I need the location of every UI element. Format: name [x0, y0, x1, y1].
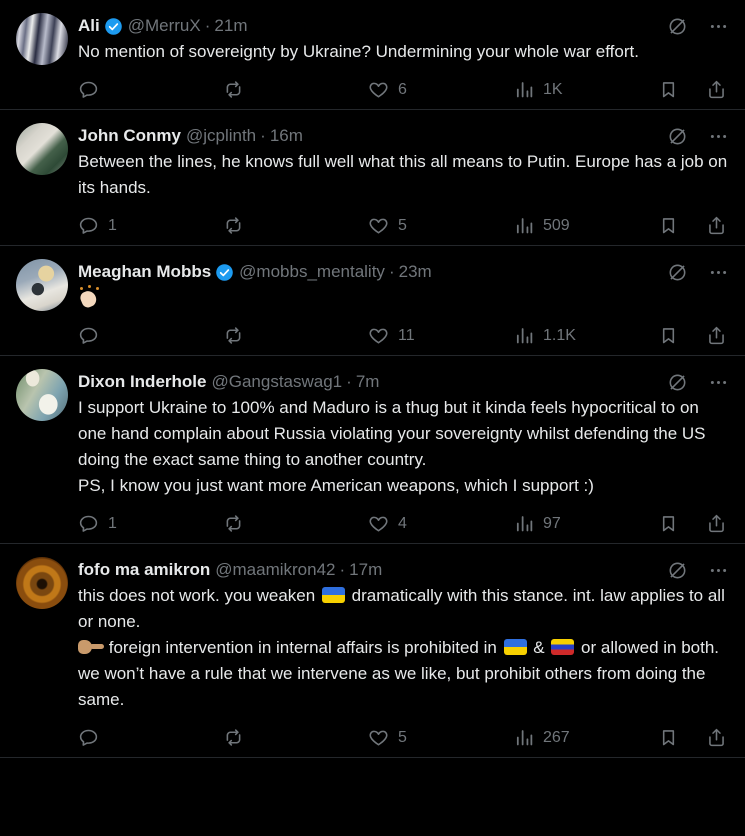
- tweet-text: this does not work. you weaken dramatically with this stance. int. law applies to all or none. foreign intervention in internal affairs is prohibited in & or allowed in both. we won’t have a rule that we intervene as we like, but prohibit others from doing the same.: [78, 586, 725, 709]
- more-menu-icon[interactable]: [708, 262, 729, 283]
- grok-icon[interactable]: [667, 560, 688, 581]
- bookmark-icon: [658, 215, 679, 236]
- tweet-actions: [78, 727, 729, 748]
- tweet-header: [78, 369, 729, 395]
- views-button[interactable]: [513, 727, 658, 748]
- tweet-actions: [78, 79, 729, 100]
- tweet-time[interactable]: 7m: [355, 372, 380, 391]
- reply-button[interactable]: [78, 727, 223, 748]
- share-button[interactable]: [706, 325, 727, 346]
- avatar[interactable]: [16, 369, 68, 421]
- bookmark-button[interactable]: [658, 325, 679, 346]
- avatar-column: [16, 369, 68, 534]
- like-count: 5: [398, 728, 407, 746]
- avatar[interactable]: [16, 13, 68, 65]
- like-icon: [368, 513, 389, 534]
- bookmark-icon: [658, 325, 679, 346]
- avatar-column: [16, 123, 68, 236]
- separator-dot: ·: [339, 560, 346, 579]
- reply-icon: [78, 215, 99, 236]
- actions-right-group: [658, 727, 727, 748]
- like-count: 4: [398, 514, 407, 532]
- bookmark-button[interactable]: [658, 513, 679, 534]
- like-button[interactable]: [368, 79, 513, 100]
- view-count: 267: [543, 728, 570, 746]
- verified-badge-icon: [104, 17, 123, 36]
- tweet-text: I support Ukraine to 100% and Maduro is a thug but it kinda feels hypocritical to on one hand complain about Russia violating your sovereignty whilst defending the US doing the exact same thing to another country. PS, I know you just want more American weapons, which I support :): [78, 398, 706, 495]
- reply-button[interactable]: [78, 513, 223, 534]
- share-icon: [706, 215, 727, 236]
- avatar-column: [16, 557, 68, 748]
- more-menu-icon[interactable]: [708, 560, 729, 581]
- tweet-header: [78, 123, 729, 149]
- repost-icon: [223, 79, 244, 100]
- tweet-content: [78, 123, 729, 236]
- avatar-column: [16, 259, 68, 346]
- view-count: 97: [543, 514, 561, 532]
- tweet-time[interactable]: 17m: [349, 560, 383, 579]
- views-button[interactable]: [513, 79, 658, 100]
- tweet-actions: [78, 513, 729, 534]
- like-icon: [368, 79, 389, 100]
- tweet[interactable]: [0, 356, 745, 544]
- author-name[interactable]: fofo ma amikron: [78, 560, 211, 579]
- grok-icon[interactable]: [667, 372, 688, 393]
- venezuela-flag-emoji: [551, 639, 574, 655]
- like-button[interactable]: [368, 215, 513, 236]
- tweet-content: [78, 369, 729, 534]
- avatar-column: [16, 13, 68, 100]
- separator-dot: ·: [260, 126, 266, 145]
- clapping-hands-emoji: [78, 285, 101, 308]
- author-handle[interactable]: @Gangstaswag1: [211, 372, 343, 391]
- author-handle[interactable]: @maamikron42: [215, 560, 336, 579]
- tweet-actions: [78, 325, 729, 346]
- view-count: 509: [543, 216, 570, 234]
- reply-icon: [78, 513, 99, 534]
- tweet-text: [78, 285, 729, 311]
- view-count: 1.1K: [543, 326, 576, 344]
- author-name[interactable]: Meaghan Mobbs: [78, 262, 212, 281]
- repost-icon: [223, 727, 244, 748]
- pointing-right-emoji: [78, 638, 104, 655]
- reply-button[interactable]: [78, 215, 223, 236]
- actions-right-group: [658, 79, 727, 100]
- verified-badge-icon: [215, 263, 234, 282]
- ukraine-flag-emoji: [322, 587, 345, 603]
- like-icon: [368, 215, 389, 236]
- separator-dot: ·: [346, 372, 352, 391]
- author-name[interactable]: Ali: [78, 16, 100, 35]
- avatar[interactable]: [16, 123, 68, 175]
- more-menu-icon[interactable]: [708, 16, 729, 37]
- views-icon: [513, 513, 534, 534]
- author-name[interactable]: John Conmy: [78, 126, 181, 145]
- like-count: 5: [398, 216, 407, 234]
- reply-icon: [78, 325, 99, 346]
- more-menu-icon[interactable]: [708, 126, 729, 147]
- reply-button[interactable]: [78, 79, 223, 100]
- repost-button[interactable]: [223, 513, 368, 534]
- bookmark-icon: [658, 727, 679, 748]
- bookmark-icon: [658, 79, 679, 100]
- like-icon: [368, 727, 389, 748]
- like-count: 11: [398, 326, 415, 344]
- tweet-time[interactable]: 21m: [214, 16, 248, 35]
- repost-icon: [223, 215, 244, 236]
- views-button[interactable]: [513, 513, 658, 534]
- views-icon: [513, 215, 534, 236]
- share-button[interactable]: [706, 215, 727, 236]
- like-button[interactable]: [368, 325, 513, 346]
- share-icon: [706, 727, 727, 748]
- author-handle[interactable]: @jcplinth: [185, 126, 257, 145]
- share-button[interactable]: [706, 513, 727, 534]
- tweet[interactable]: [0, 110, 745, 246]
- bookmark-button[interactable]: [658, 727, 679, 748]
- grok-icon[interactable]: [667, 262, 688, 283]
- like-count: 6: [398, 80, 407, 98]
- author-name[interactable]: Dixon Inderhole: [78, 372, 207, 391]
- separator-dot: ·: [204, 16, 211, 35]
- tweet-header: [78, 557, 729, 583]
- tweet-time[interactable]: 23m: [398, 262, 432, 281]
- views-icon: [513, 727, 534, 748]
- author-handle[interactable]: @mobbs_mentality: [239, 262, 385, 281]
- avatar[interactable]: [16, 259, 68, 311]
- grok-icon[interactable]: [667, 126, 688, 147]
- reply-icon: [78, 727, 99, 748]
- tweet[interactable]: [0, 544, 745, 758]
- avatar[interactable]: [16, 557, 68, 609]
- views-button[interactable]: [513, 325, 658, 346]
- reply-count: 1: [108, 514, 117, 532]
- tweet-text: No mention of sovereignty by Ukraine? Undermining your whole war effort.: [78, 42, 639, 61]
- tweet-content: [78, 557, 729, 748]
- actions-right-group: [658, 513, 727, 534]
- like-button[interactable]: [368, 513, 513, 534]
- share-icon: [706, 325, 727, 346]
- ukraine-flag-emoji: [504, 639, 527, 655]
- reply-count: 1: [108, 216, 117, 234]
- actions-right-group: [658, 325, 727, 346]
- share-icon: [706, 79, 727, 100]
- views-icon: [513, 325, 534, 346]
- repost-button[interactable]: [223, 325, 368, 346]
- repost-icon: [223, 325, 244, 346]
- tweet-content: [78, 259, 729, 346]
- share-button[interactable]: [706, 727, 727, 748]
- tweet-time[interactable]: 16m: [269, 126, 303, 145]
- author-handle[interactable]: @MerruX: [127, 16, 201, 35]
- repost-button[interactable]: [223, 79, 368, 100]
- views-icon: [513, 79, 534, 100]
- share-button[interactable]: [706, 79, 727, 100]
- tweet-text: Between the lines, he knows full well what this all means to Putin. Europe has a job on its hands.: [78, 152, 728, 197]
- views-button[interactable]: [513, 215, 658, 236]
- tweet[interactable]: [0, 0, 745, 110]
- tweet-actions: [78, 215, 729, 236]
- reply-button[interactable]: [78, 325, 223, 346]
- like-icon: [368, 325, 389, 346]
- separator-dot: ·: [388, 262, 395, 281]
- reply-icon: [78, 79, 99, 100]
- share-icon: [706, 513, 727, 534]
- tweet-header: [78, 13, 729, 39]
- actions-right-group: [658, 215, 727, 236]
- view-count: 1K: [543, 80, 563, 98]
- more-menu-icon[interactable]: [708, 372, 729, 393]
- repost-button[interactable]: [223, 215, 368, 236]
- bookmark-icon: [658, 513, 679, 534]
- like-button[interactable]: [368, 727, 513, 748]
- repost-button[interactable]: [223, 727, 368, 748]
- repost-icon: [223, 513, 244, 534]
- grok-icon[interactable]: [667, 16, 688, 37]
- tweet-header: [78, 259, 729, 285]
- bookmark-button[interactable]: [658, 215, 679, 236]
- tweet[interactable]: [0, 246, 745, 356]
- bookmark-button[interactable]: [658, 79, 679, 100]
- tweet-content: [78, 13, 729, 100]
